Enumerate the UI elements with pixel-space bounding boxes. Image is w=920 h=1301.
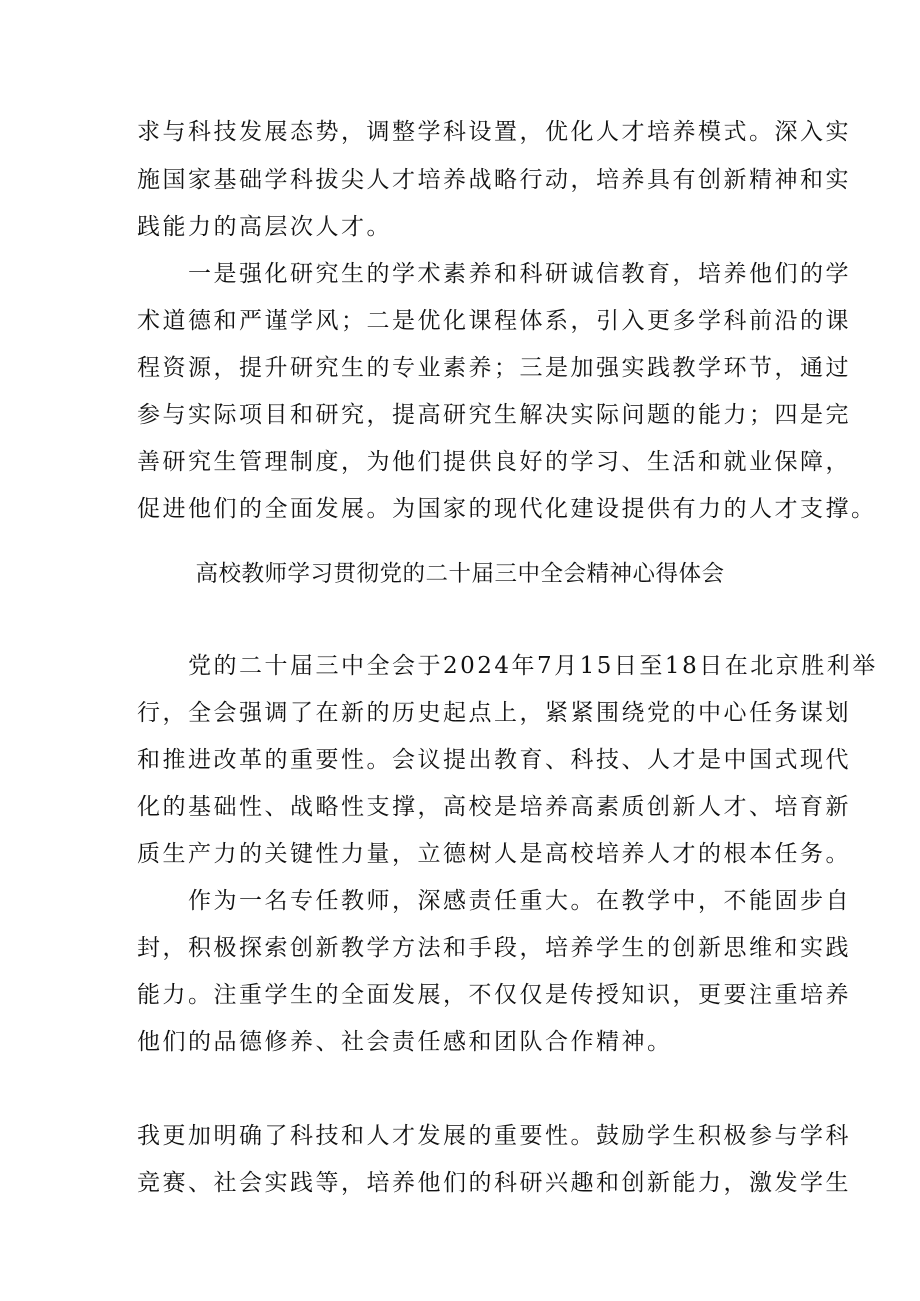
text-line: 能力。注重学生的全面发展，不仅仅是传授知识，更要注重培养 <box>137 982 851 1008</box>
text-line: 善研究生管理制度，为他们提供良好的学习、生活和就业保障， <box>137 449 851 475</box>
article-title: 高校教师学习贯彻党的二十届三中全会精神心得体会 <box>195 561 725 587</box>
text-line: 化的基础性、战略性支撑，高校是培养高素质创新人才、培育新 <box>137 794 851 820</box>
text-line: 和推进改革的重要性。会议提出教育、科技、人才是中国式现代 <box>137 747 851 773</box>
text-line: 我更加明确了科技和人才发展的重要性。鼓励学生积极参与学科 <box>137 1123 851 1149</box>
text-line: 作为一名专任教师，深感责任重大。在教学中，不能固步自 <box>137 888 851 914</box>
text-line: 参与实际项目和研究，提高研究生解决实际问题的能力；四是完 <box>137 402 851 428</box>
text-line: 求与科技发展态势，调整学科设置，优化人才培养模式。深入实 <box>137 119 851 145</box>
text-line: 竞赛、社会实践等，培养他们的科研兴趣和创新能力，激发学生 <box>137 1170 851 1196</box>
text-line: 术道德和严谨学风；二是优化课程体系，引入更多学科前沿的课 <box>137 308 851 334</box>
text-line: 党的二十届三中全会于2024年7月15日至18日在北京胜利举 <box>137 653 878 679</box>
text-line: 质生产力的关键性力量，立德树人是高校培养人才的根本任务。 <box>137 841 851 867</box>
text-line: 他们的品德修养、社会责任感和团队合作精神。 <box>137 1029 673 1055</box>
text-line: 践能力的高层次人才。 <box>137 214 392 240</box>
text-line: 促进他们的全面发展。为国家的现代化建设提供有力的人才支撑。 <box>137 496 877 522</box>
text-line: 程资源，提升研究生的专业素养；三是加强实践教学环节，通过 <box>137 355 851 381</box>
text-line: 封，积极探索创新教学方法和手段，培养学生的创新思维和实践 <box>137 935 851 961</box>
text-line: 施国家基础学科拔尖人才培养战略行动，培养具有创新精神和实 <box>137 167 851 193</box>
text-line: 行，全会强调了在新的历史起点上，紧紧围绕党的中心任务谋划 <box>137 700 851 726</box>
text-line: 一是强化研究生的学术素养和科研诚信教育，培养他们的学 <box>137 261 851 287</box>
